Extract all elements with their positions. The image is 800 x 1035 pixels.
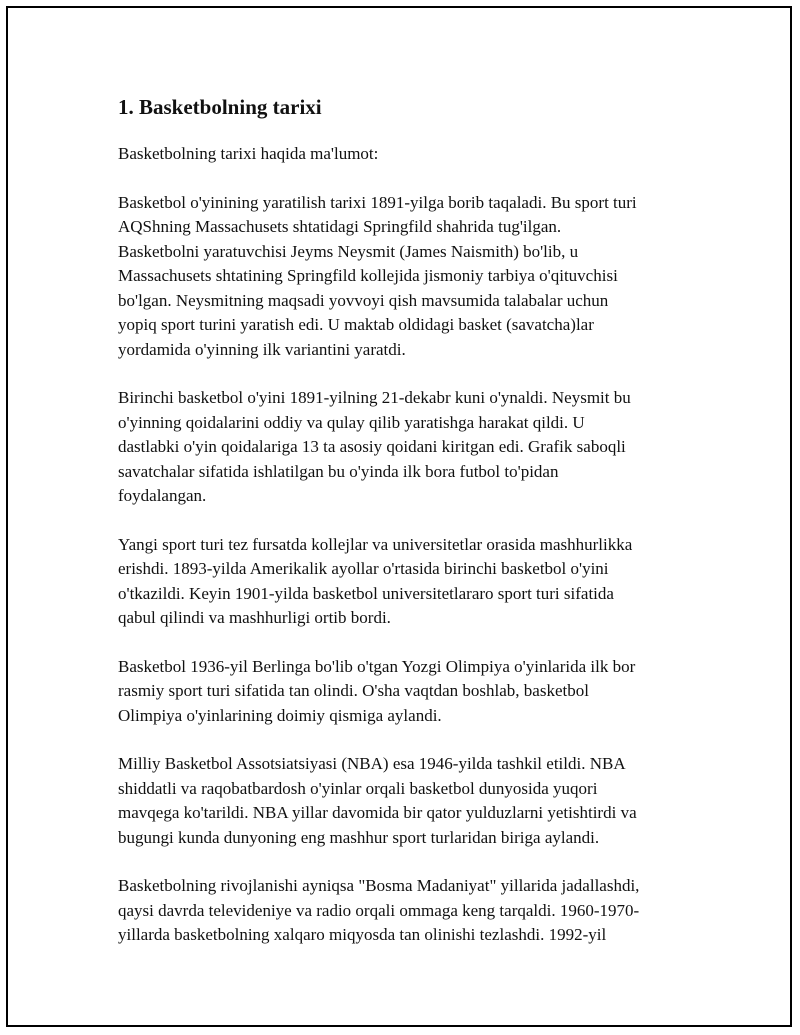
paragraph-origin: Basketbol o'yinining yaratilish tarixi 1891-yilga borib taqaladi. Bu sport turi AQShning Massachusets shtatidagi Springfild shahrida tug'ilgan. Basketbolni yaratuvchisi Jeyms Neysmit (James Naismith) bo'lib, u Massachusets shtatining Springfild kollejida jismoniy tarbiya o'qituvchisi bo'lgan. Neysmitning maqsadi yovvoyi qish mavsumida talabalar uchun yopiq sport turini yaratish edi. U maktab oldidagi basket (savatcha)lar yordamida o'yinning ilk variantini yaratdi. [118, 192, 637, 359]
paragraph-first-game: Birinchi basketbol o'yini 1891-yilning 21-dekabr kuni o'ynaldi. Neysmit bu o'yinning qoidalarini oddiy va qulay qilib yaratishga harakat qildi. U dastlabki o'yin qoidalariga 13 ta asosiy qoidani kiritgan edi. Grafik saboqli savatchalar sifatida ishlatilgan bu o'yinda ilk bora futbol to'pidan foydalangan. [118, 388, 631, 505]
intro-paragraph: Basketbolning tarixi haqida ma'lumot: [118, 144, 379, 163]
section-heading: 1. Basketbolning tarixi [118, 95, 322, 119]
paragraph-popularity: Yangi sport turi tez fursatda kollejlar va universitetlar orasida mashhurlikka erishdi. 1893-yilda Amerikalik ayollar o'rtasida birinchi basketbol o'yini o'tkazildi. Keyin 1901-yilda basketbol universitetlararo sport turi sifatida qabul qilindi va mashhurligi ortib bordi. [118, 534, 633, 627]
document-body [118, 92, 698, 972]
paragraph-olympics: Basketbol 1936-yil Berlinga bo'lib o'tgan Yozgi Olimpiya o'yinlarida ilk bor rasmiy sport turi sifatida tan olindi. O'sha vaqtdan boshlab, basketbol Olimpiya o'yinlarining doimiy qismiga aylandi. [118, 656, 636, 725]
paragraph-nba: Milliy Basketbol Assotsiatsiyasi (NBA) esa 1946-yilda tashkil etildi. NBA shiddatli va raqobatbardosh o'yinlar orqali basketbol dunyosida yuqori mavqega ko'tarildi. NBA yillar davomida bir qator yulduzlarni yetishtirdi va bugungi kunda dunyoning eng mashhur sport turlaridan biriga aylandi. [118, 754, 637, 847]
paragraph-development: Basketbolning rivojlanishi ayniqsa "Bosma Madaniyat" yillarida jadallashdi, qaysi davrda televideniye va radio orqali ommaga keng tarqaldi. 1960-1970- yillarda basketbolning xalqaro miqyosda tan olinishi tezlashdi. 1992-yil [118, 876, 640, 944]
